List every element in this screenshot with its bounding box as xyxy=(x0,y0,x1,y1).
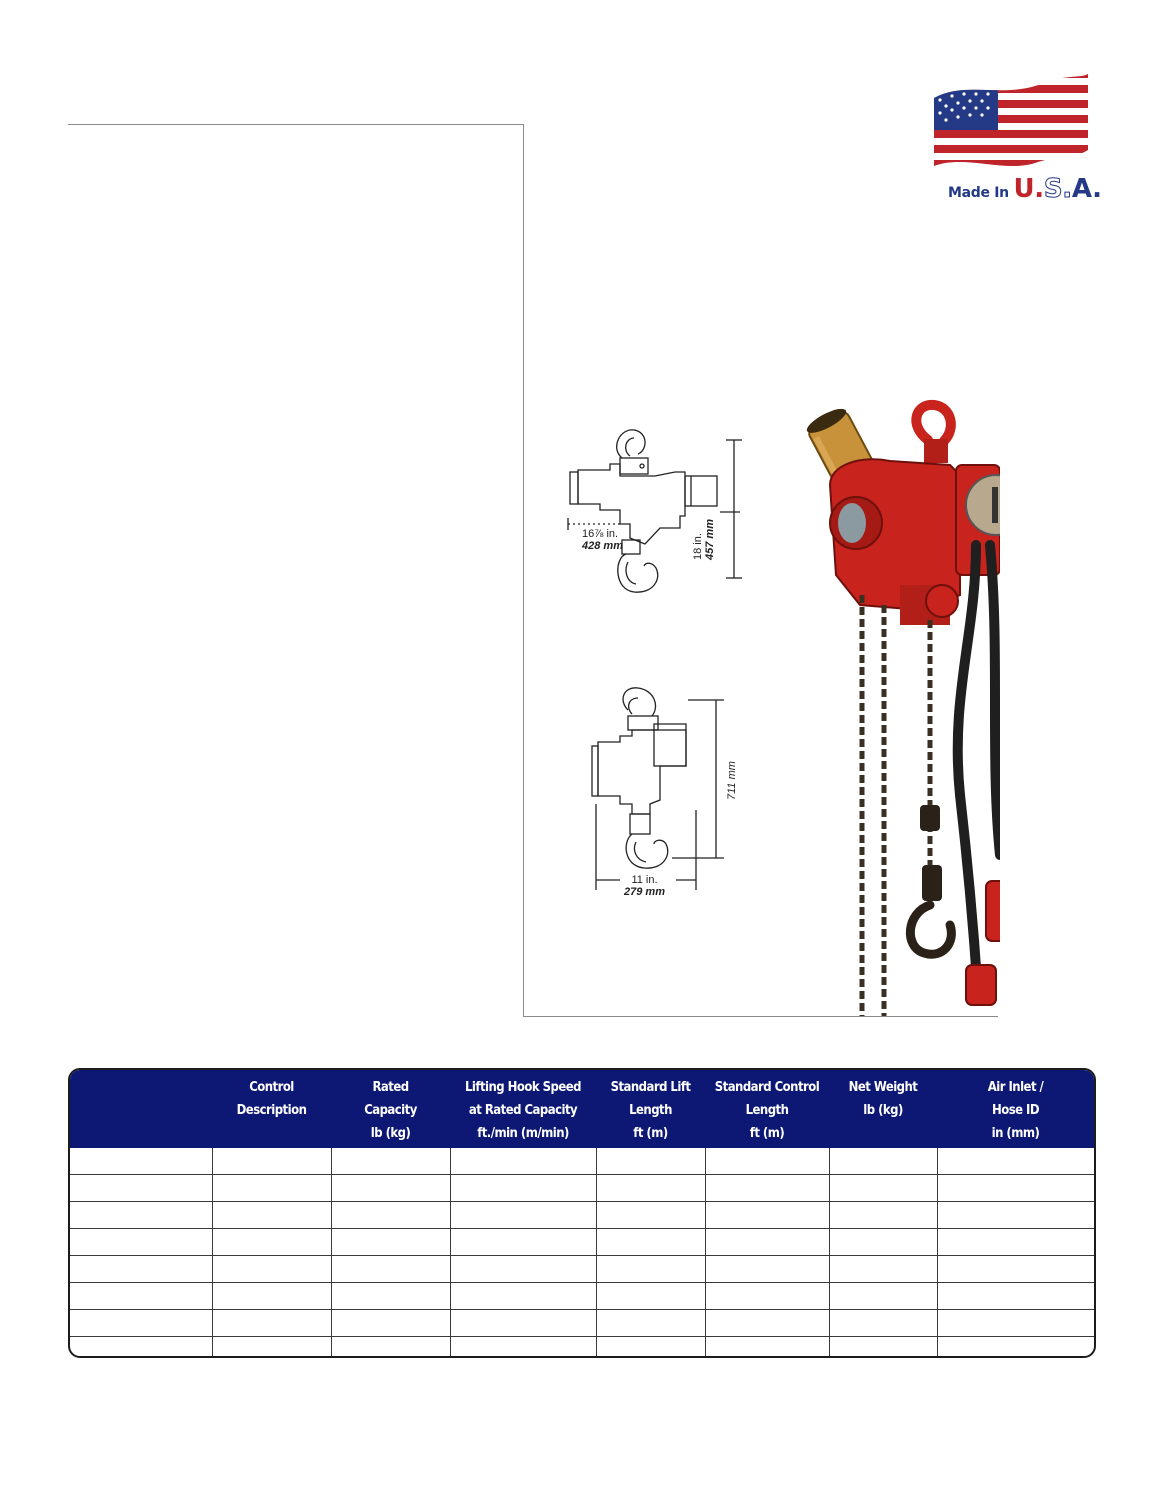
table-cell xyxy=(331,1148,450,1174)
table-cell xyxy=(829,1256,937,1282)
header-text: at Rated Capacity xyxy=(468,1103,578,1118)
table-row xyxy=(70,1174,1094,1201)
table-header-row xyxy=(70,1070,1094,1148)
table-cell xyxy=(829,1175,937,1201)
table-cell xyxy=(331,1202,450,1228)
header-text: Rated xyxy=(372,1080,409,1095)
table-cell xyxy=(331,1310,450,1336)
hoist-outline-bottom-icon xyxy=(580,680,730,905)
table-cell xyxy=(829,1202,937,1228)
table-cell xyxy=(705,1148,829,1174)
header-cell-control-description xyxy=(218,1070,325,1148)
dimension-drawing-top xyxy=(560,420,760,600)
table-cell xyxy=(937,1337,1094,1358)
header-text: Length xyxy=(745,1103,789,1118)
table-cell xyxy=(331,1283,450,1309)
table-cell xyxy=(705,1256,829,1282)
table-cell xyxy=(937,1229,1094,1255)
top-rule xyxy=(68,124,524,125)
usa-a-letter: A. xyxy=(1071,174,1102,204)
table-cell xyxy=(331,1175,450,1201)
table-cell xyxy=(331,1256,450,1282)
table-cell xyxy=(705,1202,829,1228)
table-cell xyxy=(70,1148,212,1174)
table-cell xyxy=(212,1283,331,1309)
table-cell xyxy=(450,1202,596,1228)
header-text: ft./min (m/min) xyxy=(477,1126,569,1141)
bottom-width-inches: 11 in. xyxy=(631,874,658,886)
table-cell xyxy=(705,1310,829,1336)
table-cell xyxy=(70,1337,212,1358)
bottom-height-label: 711 mm xyxy=(726,761,738,800)
table-row xyxy=(70,1255,1094,1282)
made-in-usa-caption xyxy=(948,174,1102,204)
table-row xyxy=(70,1148,1094,1174)
table-cell xyxy=(450,1229,596,1255)
header-cell-standard-control-length xyxy=(711,1070,823,1148)
header-cell-rated-capacity xyxy=(337,1070,444,1148)
table-cell xyxy=(596,1283,705,1309)
table-cell xyxy=(937,1148,1094,1174)
table-cell xyxy=(705,1283,829,1309)
table-cell xyxy=(331,1229,450,1255)
air-chain-hoist-icon xyxy=(800,395,1000,1016)
table-row xyxy=(70,1282,1094,1309)
table-cell xyxy=(937,1283,1094,1309)
table-cell xyxy=(596,1256,705,1282)
table-cell xyxy=(331,1337,450,1358)
table-cell xyxy=(596,1202,705,1228)
dimension-drawing-bottom xyxy=(580,680,738,905)
table-cell xyxy=(70,1310,212,1336)
hoist-outline-top-icon xyxy=(560,420,760,600)
table-cell xyxy=(596,1229,705,1255)
top-height-inches: 18 in. xyxy=(692,533,704,560)
table-cell xyxy=(212,1337,331,1358)
specification-table xyxy=(68,1068,1096,1358)
usa-s-letter: S. xyxy=(1043,174,1072,204)
table-cell xyxy=(70,1202,212,1228)
table-cell xyxy=(829,1283,937,1309)
header-cell-net-weight xyxy=(834,1070,931,1148)
top-height-mm: 457 mm xyxy=(704,519,716,560)
vertical-rule xyxy=(523,124,524,1017)
header-cell-standard-lift-length xyxy=(601,1070,699,1148)
header-cell-model xyxy=(77,1070,205,1148)
table-cell xyxy=(450,1337,596,1358)
table-cell xyxy=(937,1175,1094,1201)
table-cell xyxy=(212,1175,331,1201)
table-row xyxy=(70,1201,1094,1228)
us-flag-icon xyxy=(926,70,1096,180)
top-height-label xyxy=(692,519,716,560)
made-in-text: Made In xyxy=(948,185,1009,201)
top-width-label xyxy=(582,528,623,552)
table-cell xyxy=(596,1310,705,1336)
table-cell xyxy=(212,1256,331,1282)
table-cell xyxy=(212,1148,331,1174)
table-cell xyxy=(937,1202,1094,1228)
table-cell xyxy=(705,1229,829,1255)
header-text: Standard Control xyxy=(714,1080,820,1095)
bottom-rule xyxy=(523,1016,998,1017)
header-cell-lifting-hook-speed xyxy=(457,1070,588,1148)
header-cell-air-inlet-hose-id xyxy=(945,1070,1086,1148)
table-cell xyxy=(705,1175,829,1201)
table-cell xyxy=(596,1337,705,1358)
header-text: Hose ID xyxy=(991,1103,1040,1118)
bottom-width-mm: 279 mm xyxy=(624,886,665,898)
table-cell xyxy=(829,1229,937,1255)
table-cell xyxy=(212,1310,331,1336)
table-cell xyxy=(450,1310,596,1336)
table-row xyxy=(70,1336,1094,1358)
table-cell xyxy=(450,1283,596,1309)
header-text: ft (m) xyxy=(633,1126,668,1141)
table-row xyxy=(70,1309,1094,1336)
table-cell xyxy=(596,1148,705,1174)
air-hoist-product-photo xyxy=(800,395,1000,1016)
table-cell xyxy=(212,1202,331,1228)
header-text: Description xyxy=(236,1103,307,1118)
header-text: Lifting Hook Speed xyxy=(465,1080,581,1095)
table-cell xyxy=(70,1175,212,1201)
table-cell xyxy=(450,1148,596,1174)
header-text: Net Weight xyxy=(848,1080,918,1095)
table-cell xyxy=(596,1175,705,1201)
table-cell xyxy=(70,1283,212,1309)
table-row xyxy=(70,1228,1094,1255)
table-cell xyxy=(212,1229,331,1255)
table-cell xyxy=(705,1337,829,1358)
table-body xyxy=(70,1148,1094,1358)
top-width-inches: 16⅞ in. xyxy=(582,528,619,540)
header-text: Length xyxy=(629,1103,672,1118)
table-cell xyxy=(829,1148,937,1174)
table-cell xyxy=(829,1337,937,1358)
header-text: Standard Lift xyxy=(610,1080,691,1095)
table-cell xyxy=(937,1310,1094,1336)
table-cell xyxy=(450,1256,596,1282)
table-cell xyxy=(937,1256,1094,1282)
bottom-width-label xyxy=(624,874,665,898)
header-text: Capacity xyxy=(364,1103,417,1118)
table-cell xyxy=(70,1256,212,1282)
table-cell xyxy=(450,1175,596,1201)
header-text: Air Inlet / xyxy=(987,1080,1044,1095)
header-text: ft (m) xyxy=(749,1126,785,1141)
header-text: lb (kg) xyxy=(863,1103,903,1118)
header-text: in (mm) xyxy=(991,1126,1040,1141)
top-width-mm: 428 mm xyxy=(582,540,623,552)
usa-u-letter: U. xyxy=(1013,174,1044,204)
table-cell xyxy=(70,1229,212,1255)
header-text: lb (kg) xyxy=(370,1126,411,1141)
table-cell xyxy=(829,1310,937,1336)
made-in-usa-badge xyxy=(926,70,1102,220)
header-text: Control xyxy=(249,1080,294,1095)
